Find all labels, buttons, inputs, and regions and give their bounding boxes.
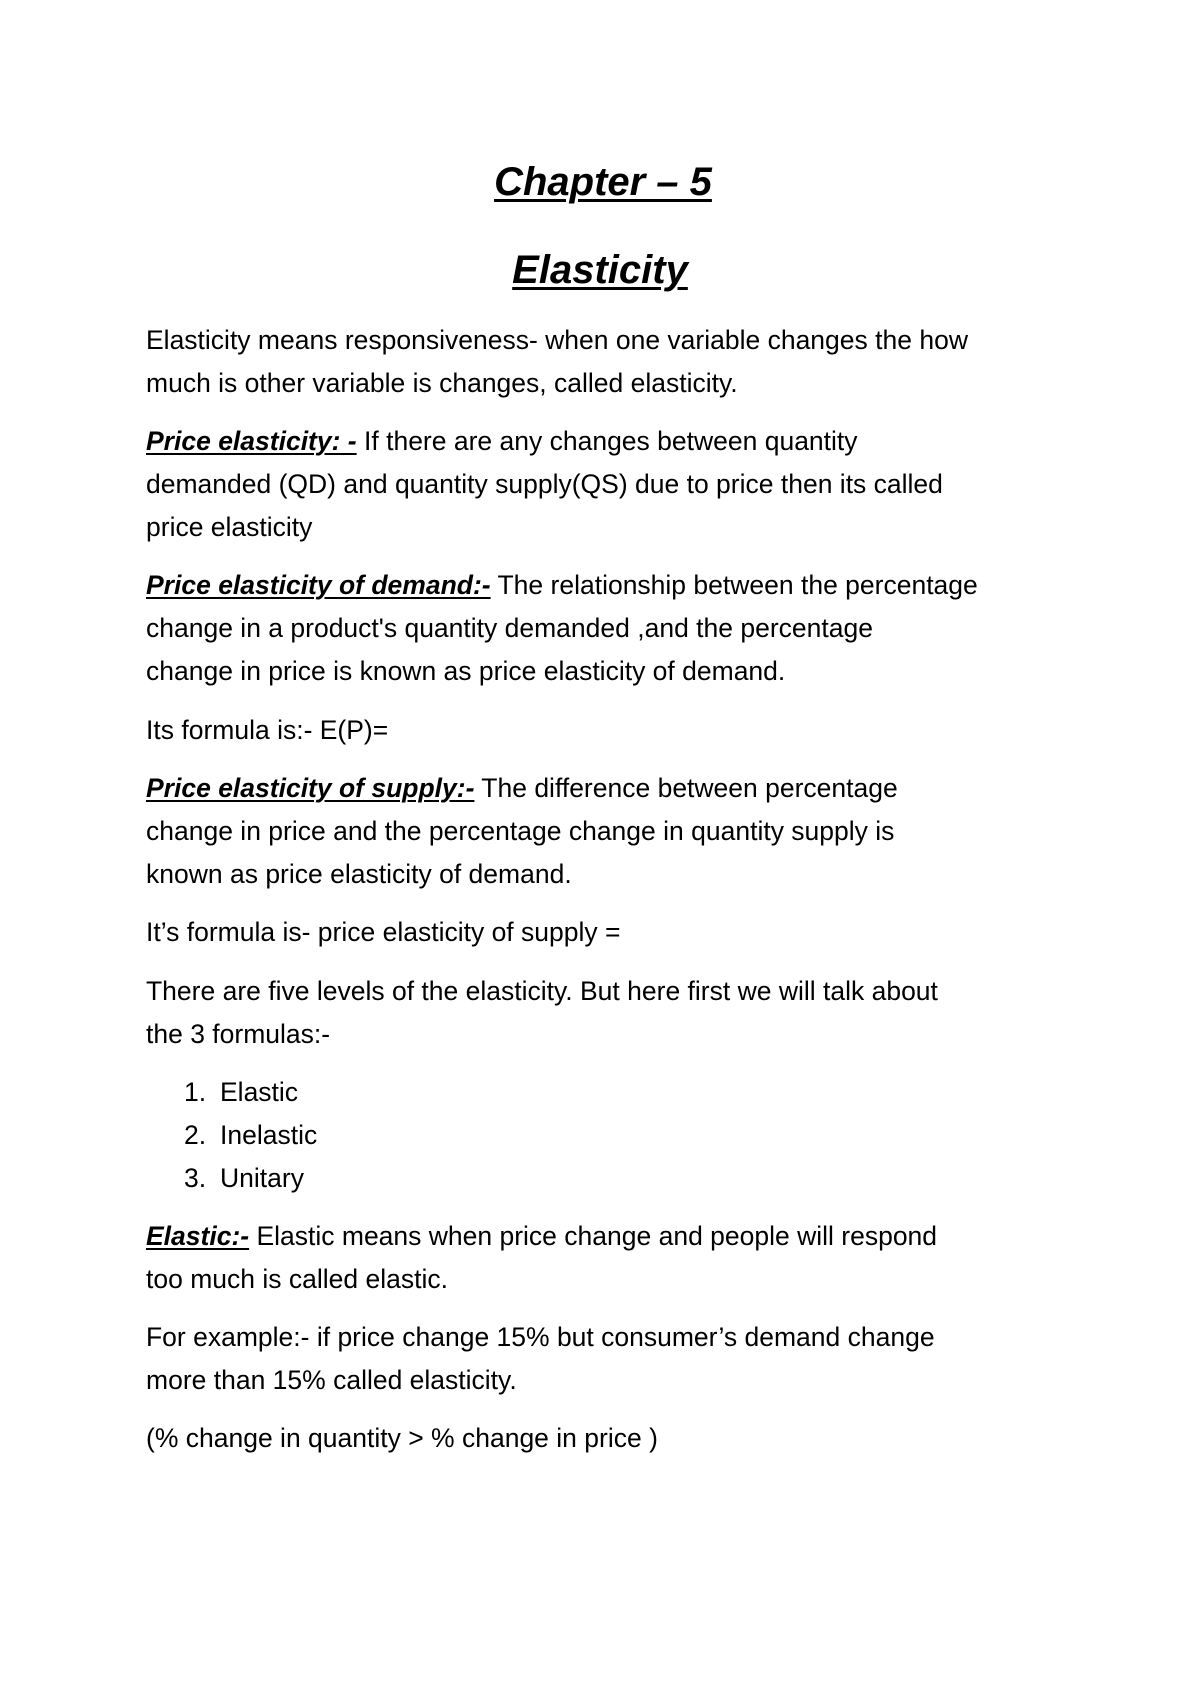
price-elasticity-line-1: If there are any changes between quantity: [356, 426, 858, 456]
levels-intro-line-2: the 3 formulas:-: [146, 1019, 331, 1049]
pes-formula: It’s formula is- price elasticity of supply =: [146, 917, 621, 947]
price-elasticity-line-3: price elasticity: [146, 512, 313, 542]
pes-line-2: change in price and the percentage change in quantity supply is: [146, 816, 895, 846]
price-elasticity-of-supply-paragraph: [146, 767, 1086, 896]
example-paragraph: [146, 1316, 1086, 1402]
intro-paragraph: [146, 319, 1086, 405]
levels-intro-paragraph: [146, 970, 1086, 1056]
price-elasticity-paragraph: [146, 420, 1086, 549]
chapter-title: Chapter – 5: [494, 160, 712, 204]
price-elasticity-heading: Price elasticity: -: [146, 426, 357, 456]
topic-title: Elasticity: [512, 248, 688, 292]
list-number: 2.: [184, 1120, 207, 1150]
pes-line-1: The difference between percentage: [474, 773, 898, 803]
example-line-1: For example:- if price change 15% but consumer’s demand change: [146, 1322, 935, 1352]
list-label: Elastic: [220, 1077, 299, 1107]
ped-heading: Price elasticity of demand:-: [146, 570, 491, 600]
intro-line-1: Elasticity means responsiveness- when one variable changes the how: [146, 325, 968, 355]
intro-line-2: much is other variable is changes, called elasticity.: [146, 368, 738, 398]
pes-line-3: known as price elasticity of demand.: [146, 859, 572, 889]
price-elasticity-line-2: demanded (QD) and quantity supply(QS) due to price then its called: [146, 469, 943, 499]
levels-intro-line-1: There are five levels of the elasticity. But here first we will talk about: [146, 976, 938, 1006]
list-item: [184, 1071, 317, 1114]
list-number: 3.: [184, 1163, 207, 1193]
levels-list: [184, 1071, 317, 1200]
elastic-paragraph: [146, 1215, 1086, 1301]
list-label: Unitary: [220, 1163, 304, 1193]
ped-line-2: change in a product's quantity demanded ,and the percentage: [146, 613, 873, 643]
list-item: [184, 1114, 317, 1157]
elastic-heading: Elastic:-: [146, 1221, 250, 1251]
ped-line-1: The relationship between the percentage: [490, 570, 978, 600]
ped-formula: Its formula is:- E(P)=: [146, 715, 389, 745]
condition-formula: (% change in quantity > % change in price ): [146, 1423, 658, 1453]
list-number: 1.: [184, 1077, 207, 1107]
elastic-line-2: too much is called elastic.: [146, 1264, 448, 1294]
example-line-2: more than 15% called elasticity.: [146, 1365, 517, 1395]
list-label: Inelastic: [220, 1120, 318, 1150]
price-elasticity-of-demand-paragraph: [146, 564, 1086, 693]
ped-line-3: change in price is known as price elasticity of demand.: [146, 656, 786, 686]
pes-heading: Price elasticity of supply:-: [146, 773, 475, 803]
list-item: [184, 1157, 317, 1200]
elastic-line-1: Elastic means when price change and people will respond: [249, 1221, 938, 1251]
